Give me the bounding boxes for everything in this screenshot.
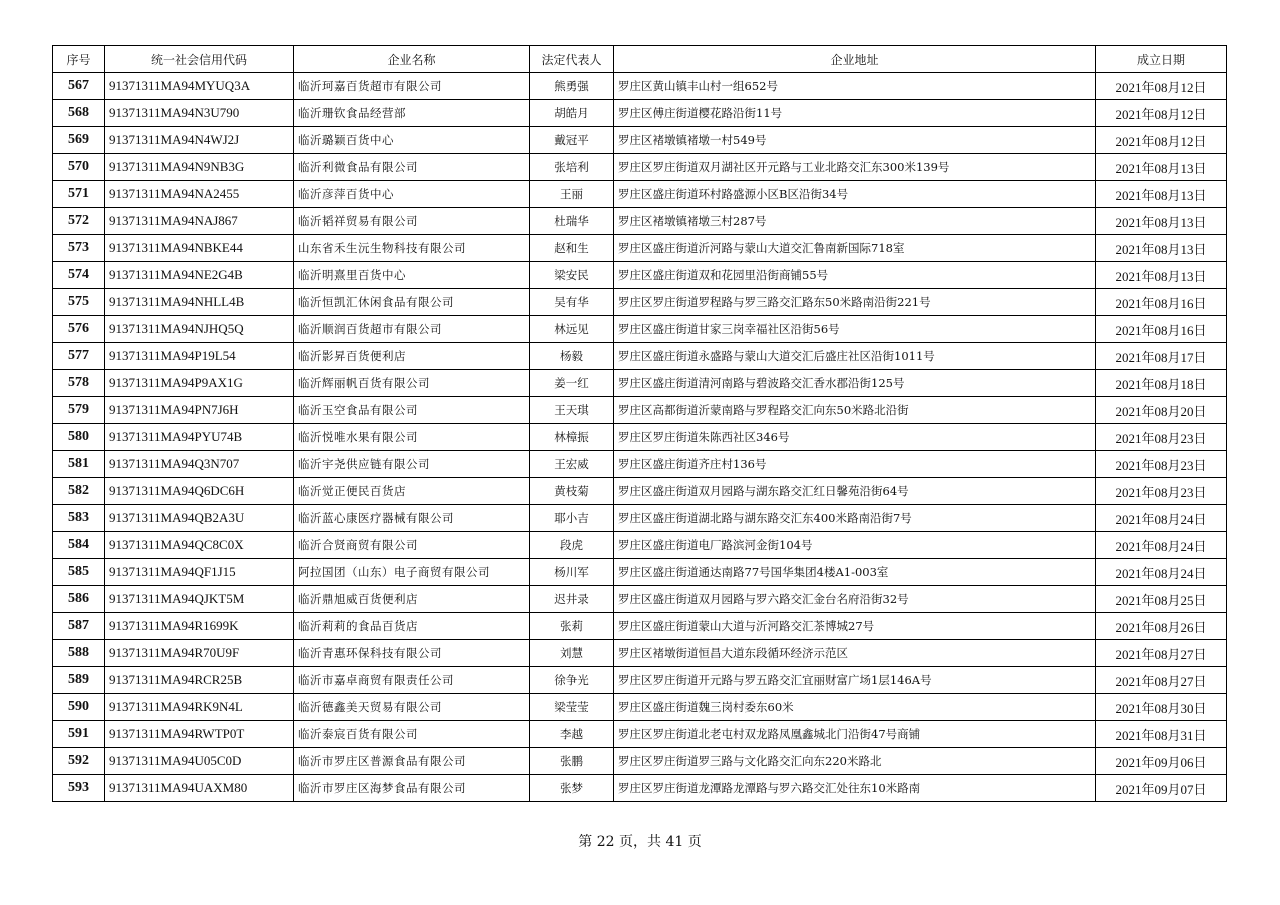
row-legal-rep: 戴冠平 <box>530 127 614 154</box>
row-legal-rep: 胡皓月 <box>530 100 614 127</box>
row-credit-code: 91371311MA94QB2A3U <box>105 505 294 532</box>
row-serial: 579 <box>53 397 105 424</box>
row-founded-date: 2021年08月13日 <box>1096 208 1227 235</box>
row-credit-code: 91371311MA94N3U790 <box>105 100 294 127</box>
row-address: 罗庄区盛庄街道齐庄村136号 <box>614 451 1096 478</box>
row-credit-code: 91371311MA94NE2G4B <box>105 262 294 289</box>
table-row <box>53 667 1227 694</box>
row-legal-rep: 张莉 <box>530 613 614 640</box>
table-row <box>53 586 1227 613</box>
row-founded-date: 2021年08月24日 <box>1096 559 1227 586</box>
row-legal-rep: 林樟振 <box>530 424 614 451</box>
row-address: 罗庄区盛庄街道双月园路与湖东路交汇红日馨苑沿街64号 <box>614 478 1096 505</box>
row-founded-date: 2021年08月26日 <box>1096 613 1227 640</box>
row-founded-date: 2021年08月16日 <box>1096 316 1227 343</box>
row-credit-code: 91371311MA94PN7J6H <box>105 397 294 424</box>
row-address: 罗庄区罗庄街道龙潭路龙潭路与罗六路交汇处往东10米路南 <box>614 775 1096 802</box>
row-company-name: 临沂玉空食品有限公司 <box>294 397 530 424</box>
row-address: 罗庄区盛庄街道电厂路滨河金街104号 <box>614 532 1096 559</box>
row-founded-date: 2021年08月13日 <box>1096 181 1227 208</box>
row-credit-code: 91371311MA94Q6DC6H <box>105 478 294 505</box>
row-founded-date: 2021年08月13日 <box>1096 235 1227 262</box>
row-legal-rep: 王丽 <box>530 181 614 208</box>
table-body <box>53 73 1227 802</box>
row-credit-code: 91371311MA94Q3N707 <box>105 451 294 478</box>
row-serial: 572 <box>53 208 105 235</box>
row-credit-code: 91371311MA94P19L54 <box>105 343 294 370</box>
row-address: 罗庄区傅庄街道樱花路沿街11号 <box>614 100 1096 127</box>
row-address: 罗庄区盛庄街道魏三岗村委东60米 <box>614 694 1096 721</box>
row-serial: 580 <box>53 424 105 451</box>
row-company-name: 临沂觉正便民百货店 <box>294 478 530 505</box>
row-credit-code: 91371311MA94NJHQ5Q <box>105 316 294 343</box>
row-serial: 571 <box>53 181 105 208</box>
header-address: 企业地址 <box>614 46 1096 73</box>
row-legal-rep: 张梦 <box>530 775 614 802</box>
row-serial: 568 <box>53 100 105 127</box>
row-legal-rep: 徐争光 <box>530 667 614 694</box>
row-address: 罗庄区褚墩镇褚墩一村549号 <box>614 127 1096 154</box>
row-credit-code: 91371311MA94N9NB3G <box>105 154 294 181</box>
row-company-name: 阿拉国团（山东）电子商贸有限公司 <box>294 559 530 586</box>
table-row <box>53 721 1227 748</box>
row-address: 罗庄区盛庄街道永盛路与蒙山大道交汇后盛庄社区沿街1011号 <box>614 343 1096 370</box>
table-row <box>53 154 1227 181</box>
row-founded-date: 2021年09月06日 <box>1096 748 1227 775</box>
table-row <box>53 208 1227 235</box>
row-company-name: 临沂德鑫美天贸易有限公司 <box>294 694 530 721</box>
row-company-name: 临沂璐颖百货中心 <box>294 127 530 154</box>
page-footer: 第 22 页，共 41 页 <box>578 834 702 850</box>
row-legal-rep: 李越 <box>530 721 614 748</box>
header-credit-code: 统一社会信用代码 <box>105 46 294 73</box>
row-address: 罗庄区盛庄街道环村路盛源小区B区沿街34号 <box>614 181 1096 208</box>
table-row <box>53 451 1227 478</box>
row-legal-rep: 梁安民 <box>530 262 614 289</box>
row-company-name: 临沂珊钦食品经营部 <box>294 100 530 127</box>
row-founded-date: 2021年08月12日 <box>1096 73 1227 100</box>
row-legal-rep: 姜一红 <box>530 370 614 397</box>
row-company-name: 临沂明熹里百货中心 <box>294 262 530 289</box>
table-row <box>53 127 1227 154</box>
row-serial: 590 <box>53 694 105 721</box>
table-row <box>53 289 1227 316</box>
row-credit-code: 91371311MA94RCR25B <box>105 667 294 694</box>
row-company-name: 临沂珂嘉百货超市有限公司 <box>294 73 530 100</box>
row-serial: 591 <box>53 721 105 748</box>
row-credit-code: 91371311MA94NHLL4B <box>105 289 294 316</box>
row-address: 罗庄区盛庄街道湖北路与湖东路交汇东400米路南沿街7号 <box>614 505 1096 532</box>
table-row <box>53 559 1227 586</box>
row-credit-code: 91371311MA94RWTP0T <box>105 721 294 748</box>
table-row <box>53 640 1227 667</box>
row-company-name: 临沂韬祥贸易有限公司 <box>294 208 530 235</box>
row-address: 罗庄区盛庄街道甘家三岗幸福社区沿街56号 <box>614 316 1096 343</box>
table-row <box>53 748 1227 775</box>
row-serial: 577 <box>53 343 105 370</box>
row-address: 罗庄区盛庄街道沂河路与蒙山大道交汇鲁南新国际718室 <box>614 235 1096 262</box>
row-serial: 578 <box>53 370 105 397</box>
row-legal-rep: 张鹏 <box>530 748 614 775</box>
row-founded-date: 2021年08月13日 <box>1096 262 1227 289</box>
row-serial: 567 <box>53 73 105 100</box>
row-address: 罗庄区盛庄街道双和花园里沿街商铺55号 <box>614 262 1096 289</box>
row-founded-date: 2021年08月24日 <box>1096 532 1227 559</box>
header-company-name: 企业名称 <box>294 46 530 73</box>
table-row <box>53 262 1227 289</box>
row-company-name: 临沂辉丽帆百货有限公司 <box>294 370 530 397</box>
row-address: 罗庄区盛庄街道蒙山大道与沂河路交汇茶博城27号 <box>614 613 1096 640</box>
row-company-name: 临沂恒凯汇休闲食品有限公司 <box>294 289 530 316</box>
row-serial: 575 <box>53 289 105 316</box>
row-address: 罗庄区罗庄街道双月湖社区开元路与工业北路交汇东300米139号 <box>614 154 1096 181</box>
row-address: 罗庄区高都街道沂蒙南路与罗程路交汇向东50米路北沿街 <box>614 397 1096 424</box>
row-founded-date: 2021年08月17日 <box>1096 343 1227 370</box>
row-founded-date: 2021年08月23日 <box>1096 478 1227 505</box>
row-founded-date: 2021年08月31日 <box>1096 721 1227 748</box>
row-serial: 583 <box>53 505 105 532</box>
registry-table-container <box>52 45 1226 802</box>
row-company-name: 临沂影昇百货便利店 <box>294 343 530 370</box>
row-legal-rep: 黄枝菊 <box>530 478 614 505</box>
table-row <box>53 343 1227 370</box>
row-legal-rep: 吴有华 <box>530 289 614 316</box>
row-founded-date: 2021年08月13日 <box>1096 154 1227 181</box>
header-founded-date: 成立日期 <box>1096 46 1227 73</box>
row-company-name: 临沂彦萍百货中心 <box>294 181 530 208</box>
row-serial: 584 <box>53 532 105 559</box>
row-serial: 589 <box>53 667 105 694</box>
table-row <box>53 73 1227 100</box>
row-founded-date: 2021年08月18日 <box>1096 370 1227 397</box>
row-company-name: 临沂市嘉卓商贸有限责任公司 <box>294 667 530 694</box>
row-serial: 569 <box>53 127 105 154</box>
row-serial: 587 <box>53 613 105 640</box>
table-row <box>53 235 1227 262</box>
row-credit-code: 91371311MA94QJKT5M <box>105 586 294 613</box>
row-credit-code: 91371311MA94PYU74B <box>105 424 294 451</box>
row-founded-date: 2021年08月25日 <box>1096 586 1227 613</box>
row-credit-code: 91371311MA94NBKE44 <box>105 235 294 262</box>
row-legal-rep: 段虎 <box>530 532 614 559</box>
row-serial: 581 <box>53 451 105 478</box>
row-credit-code: 91371311MA94P9AX1G <box>105 370 294 397</box>
row-founded-date: 2021年08月12日 <box>1096 127 1227 154</box>
row-credit-code: 91371311MA94NAJ867 <box>105 208 294 235</box>
row-founded-date: 2021年08月20日 <box>1096 397 1227 424</box>
row-company-name: 临沂青惠环保科技有限公司 <box>294 640 530 667</box>
row-company-name: 临沂宇尧供应链有限公司 <box>294 451 530 478</box>
row-founded-date: 2021年08月23日 <box>1096 451 1227 478</box>
table-row <box>53 613 1227 640</box>
table-row <box>53 775 1227 802</box>
row-legal-rep: 熊勇强 <box>530 73 614 100</box>
row-address: 罗庄区罗庄街道朱陈西社区346号 <box>614 424 1096 451</box>
row-serial: 573 <box>53 235 105 262</box>
row-legal-rep: 王天琪 <box>530 397 614 424</box>
row-legal-rep: 耶小吉 <box>530 505 614 532</box>
table-row <box>53 478 1227 505</box>
row-legal-rep: 王宏威 <box>530 451 614 478</box>
table-row <box>53 397 1227 424</box>
table-row <box>53 316 1227 343</box>
row-legal-rep: 梁莹莹 <box>530 694 614 721</box>
row-founded-date: 2021年08月12日 <box>1096 100 1227 127</box>
row-company-name: 临沂市罗庄区海梦食品有限公司 <box>294 775 530 802</box>
row-serial: 576 <box>53 316 105 343</box>
row-credit-code: 91371311MA94R1699K <box>105 613 294 640</box>
row-company-name: 临沂利微食品有限公司 <box>294 154 530 181</box>
row-founded-date: 2021年09月07日 <box>1096 775 1227 802</box>
row-founded-date: 2021年08月30日 <box>1096 694 1227 721</box>
row-serial: 582 <box>53 478 105 505</box>
row-credit-code: 91371311MA94UAXM80 <box>105 775 294 802</box>
row-credit-code: 91371311MA94NA2455 <box>105 181 294 208</box>
row-legal-rep: 林远见 <box>530 316 614 343</box>
row-address: 罗庄区罗庄街道罗程路与罗三路交汇路东50米路南沿街221号 <box>614 289 1096 316</box>
table-row <box>53 505 1227 532</box>
row-legal-rep: 刘慧 <box>530 640 614 667</box>
table-header-row <box>53 46 1227 73</box>
row-founded-date: 2021年08月16日 <box>1096 289 1227 316</box>
table-row <box>53 424 1227 451</box>
row-serial: 593 <box>53 775 105 802</box>
row-credit-code: 91371311MA94QF1J15 <box>105 559 294 586</box>
row-serial: 588 <box>53 640 105 667</box>
row-founded-date: 2021年08月27日 <box>1096 667 1227 694</box>
row-serial: 586 <box>53 586 105 613</box>
table-row <box>53 694 1227 721</box>
row-founded-date: 2021年08月27日 <box>1096 640 1227 667</box>
enterprise-registry-table <box>52 45 1227 802</box>
row-address: 罗庄区盛庄街道通达南路77号国华集团4楼A1-003室 <box>614 559 1096 586</box>
row-legal-rep: 迟井录 <box>530 586 614 613</box>
row-company-name: 山东省禾生沅生物科技有限公司 <box>294 235 530 262</box>
table-row <box>53 100 1227 127</box>
row-legal-rep: 杨川军 <box>530 559 614 586</box>
row-company-name: 临沂顺润百货超市有限公司 <box>294 316 530 343</box>
row-credit-code: 91371311MA94RK9N4L <box>105 694 294 721</box>
row-address: 罗庄区褚墩街道恒昌大道东段循环经济示范区 <box>614 640 1096 667</box>
row-company-name: 临沂蓝心康医疗器械有限公司 <box>294 505 530 532</box>
row-legal-rep: 杜瑞华 <box>530 208 614 235</box>
row-serial: 574 <box>53 262 105 289</box>
table-row <box>53 370 1227 397</box>
row-company-name: 临沂泰宸百货有限公司 <box>294 721 530 748</box>
row-credit-code: 91371311MA94QC8C0X <box>105 532 294 559</box>
row-address: 罗庄区黄山镇丰山村一组652号 <box>614 73 1096 100</box>
row-company-name: 临沂悦唯水果有限公司 <box>294 424 530 451</box>
row-address: 罗庄区盛庄街道双月园路与罗六路交汇金台名府沿街32号 <box>614 586 1096 613</box>
row-company-name: 临沂市罗庄区普源食品有限公司 <box>294 748 530 775</box>
row-company-name: 临沂莉莉的食品百货店 <box>294 613 530 640</box>
header-serial: 序号 <box>53 46 105 73</box>
row-company-name: 临沂鼎旭威百货便利店 <box>294 586 530 613</box>
row-legal-rep: 张培利 <box>530 154 614 181</box>
row-serial: 585 <box>53 559 105 586</box>
row-address: 罗庄区罗庄街道罗三路与文化路交汇向东220米路北 <box>614 748 1096 775</box>
row-founded-date: 2021年08月23日 <box>1096 424 1227 451</box>
row-credit-code: 91371311MA94MYUQ3A <box>105 73 294 100</box>
row-address: 罗庄区罗庄街道开元路与罗五路交汇宜丽财富广场1层146A号 <box>614 667 1096 694</box>
row-serial: 570 <box>53 154 105 181</box>
row-credit-code: 91371311MA94R70U9F <box>105 640 294 667</box>
row-company-name: 临沂合贤商贸有限公司 <box>294 532 530 559</box>
row-serial: 592 <box>53 748 105 775</box>
row-founded-date: 2021年08月24日 <box>1096 505 1227 532</box>
table-row <box>53 181 1227 208</box>
table-row <box>53 532 1227 559</box>
row-credit-code: 91371311MA94N4WJ2J <box>105 127 294 154</box>
row-address: 罗庄区褚墩镇褚墩三村287号 <box>614 208 1096 235</box>
row-address: 罗庄区盛庄街道清河南路与碧波路交汇香水郡沿街125号 <box>614 370 1096 397</box>
row-credit-code: 91371311MA94U05C0D <box>105 748 294 775</box>
row-legal-rep: 赵和生 <box>530 235 614 262</box>
header-legal-rep: 法定代表人 <box>530 46 614 73</box>
row-address: 罗庄区罗庄街道北老屯村双龙路凤凰鑫城北门沿街47号商铺 <box>614 721 1096 748</box>
row-legal-rep: 杨毅 <box>530 343 614 370</box>
